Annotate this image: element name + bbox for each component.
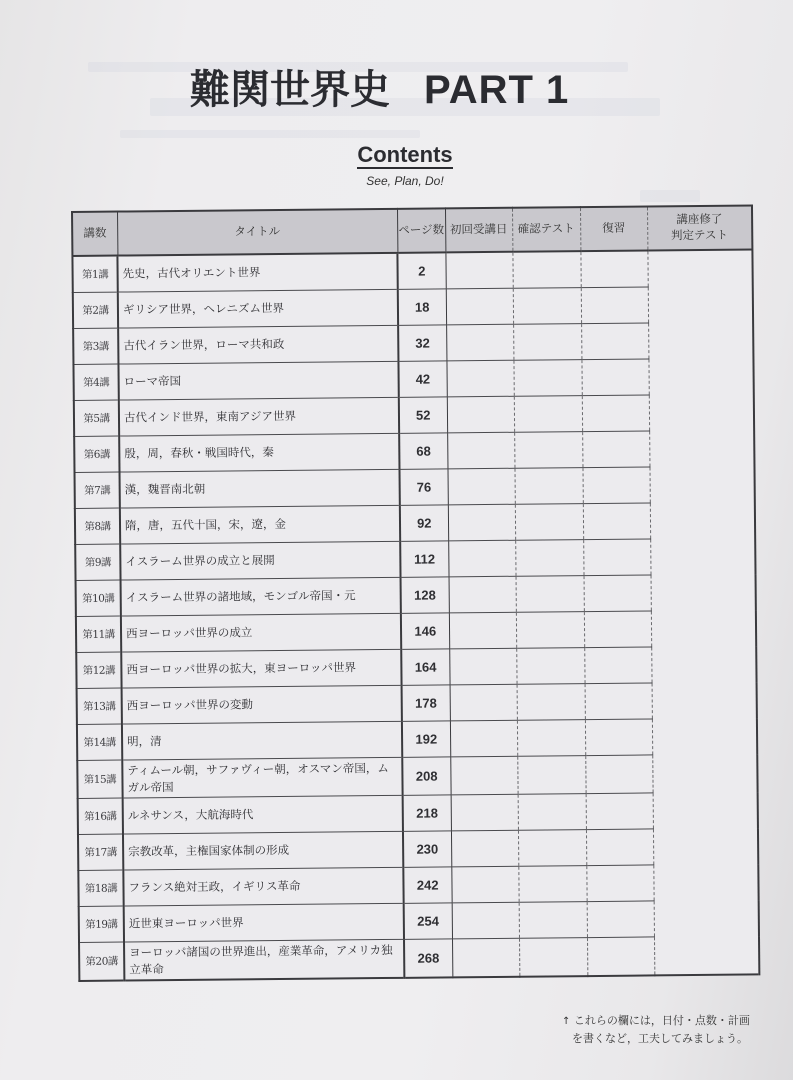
- page-number: 164: [401, 649, 449, 685]
- lecture-title: イスラーム世界の成立と展開: [120, 541, 400, 580]
- check-test-cell[interactable]: [516, 612, 584, 649]
- first-attendance-cell[interactable]: [449, 576, 516, 613]
- page-number: 268: [404, 939, 452, 978]
- lecture-title: 殷，周，春秋・戦国時代，秦: [119, 433, 399, 472]
- lecture-number: 第16講: [78, 798, 123, 834]
- lecture-number: 第15講: [77, 760, 122, 798]
- first-attendance-cell[interactable]: [446, 360, 513, 397]
- first-attendance-cell[interactable]: [448, 540, 515, 577]
- first-attendance-cell[interactable]: [451, 866, 518, 903]
- lecture-title: 西ヨーロッパ世界の拡大，東ヨーロッパ世界: [121, 649, 401, 688]
- lecture-number: 第4講: [73, 364, 118, 400]
- check-test-cell[interactable]: [513, 324, 581, 361]
- lecture-title: 先史，古代オリエント世界: [117, 253, 397, 292]
- review-cell[interactable]: [581, 323, 648, 360]
- review-cell[interactable]: [582, 395, 649, 432]
- check-test-cell[interactable]: [518, 866, 586, 903]
- page-number: 146: [401, 613, 449, 649]
- page-number: 128: [401, 577, 449, 613]
- lecture-number: 第6講: [74, 436, 119, 472]
- check-test-cell[interactable]: [516, 576, 584, 613]
- lecture-title: 明，清: [122, 721, 402, 760]
- book-title-part: PART 1: [424, 68, 570, 112]
- lecture-title: ギリシア世界，ヘレニズム世界: [118, 289, 398, 328]
- review-cell[interactable]: [582, 467, 649, 504]
- first-attendance-cell[interactable]: [450, 684, 517, 721]
- lecture-title: 西ヨーロッパ世界の成立: [121, 613, 401, 652]
- bleed-through-shadow: [640, 190, 700, 202]
- final-test-line2: 判定テスト: [670, 227, 729, 243]
- lecture-number: 第2講: [73, 292, 118, 328]
- lecture-number: 第13講: [77, 688, 122, 724]
- final-test-cell[interactable]: [647, 249, 759, 975]
- page-number: 18: [398, 289, 446, 325]
- first-attendance-cell[interactable]: [447, 432, 514, 469]
- review-cell[interactable]: [581, 287, 648, 324]
- first-attendance-cell[interactable]: [451, 830, 518, 867]
- contents-label: Contents: [357, 142, 453, 167]
- up-arrow-icon: ↑: [562, 1016, 571, 1027]
- col-header-first-attendance: 初回受講日: [445, 208, 512, 253]
- col-header-pages: ページ数: [397, 208, 445, 252]
- lecture-number: 第19講: [79, 906, 124, 942]
- col-header-lecture-no: 講数: [72, 212, 117, 256]
- page-number: 208: [402, 757, 450, 795]
- first-attendance-cell[interactable]: [446, 324, 513, 361]
- table-row: [72, 249, 752, 292]
- lecture-number: 第10講: [76, 580, 121, 616]
- contents-table-wrapper: [71, 204, 769, 1031]
- lecture-title: フランス絶対王政，イギリス革命: [123, 867, 403, 906]
- lecture-title: ルネサンス，大航海時代: [123, 795, 403, 834]
- page-number: 76: [399, 469, 447, 505]
- page-number: 242: [403, 867, 451, 903]
- lecture-number: 第20講: [79, 942, 124, 981]
- lecture-title: 宗教改革，主権国家体制の形成: [123, 831, 403, 870]
- review-cell[interactable]: [584, 575, 651, 612]
- review-cell[interactable]: [580, 250, 647, 287]
- lecture-title: ヨーロッパ諸国の世界進出，産業革命，アメリカ独立革命: [124, 939, 404, 980]
- table-body: [72, 249, 759, 980]
- contents-subtitle: See, Plan, Do!: [366, 174, 444, 188]
- final-test-line1: 講座修了: [676, 212, 723, 227]
- table-header-row: [72, 205, 752, 256]
- page-number: 92: [400, 505, 448, 541]
- first-attendance-cell[interactable]: [451, 794, 518, 831]
- lecture-number: 第12講: [76, 652, 121, 688]
- check-test-cell[interactable]: [517, 756, 585, 795]
- lecture-title: 漢，魏晋南北朝: [120, 469, 400, 508]
- lecture-title: 西ヨーロッパ世界の変動: [122, 685, 402, 724]
- first-attendance-cell[interactable]: [450, 756, 517, 795]
- check-test-cell[interactable]: [512, 251, 580, 288]
- lecture-title: イスラーム世界の諸地域，モンゴル帝国・元: [121, 577, 401, 616]
- lecture-number: 第11講: [76, 616, 121, 652]
- lecture-number: 第8講: [75, 508, 120, 544]
- review-cell[interactable]: [582, 431, 649, 468]
- check-test-cell[interactable]: [515, 540, 583, 577]
- page-number: 52: [399, 397, 447, 433]
- footnote-line2: を書くなど，工夫してみましょう。: [572, 1032, 748, 1045]
- col-header-check-test: 確認テスト: [512, 207, 580, 252]
- lecture-title: 古代イラン世界，ローマ共和政: [118, 325, 398, 364]
- check-test-cell[interactable]: [518, 794, 586, 831]
- first-attendance-cell[interactable]: [447, 396, 514, 433]
- first-attendance-cell[interactable]: [450, 720, 517, 757]
- lecture-title: ティムール朝，サファヴィー朝，オスマン帝国，ムガル帝国: [122, 757, 402, 798]
- check-test-cell[interactable]: [513, 360, 581, 397]
- first-attendance-cell[interactable]: [448, 504, 515, 541]
- first-attendance-cell[interactable]: [446, 288, 513, 325]
- review-cell[interactable]: [586, 865, 653, 902]
- footnote-line1: [562, 1012, 750, 1030]
- first-attendance-cell[interactable]: [449, 648, 516, 685]
- footnote-text-1: これらの欄には，日付・点数・計画: [573, 1014, 750, 1027]
- lecture-title: 近世東ヨーロッパ世界: [124, 903, 404, 942]
- bleed-through-shadow: [120, 130, 420, 138]
- review-cell[interactable]: [583, 503, 650, 540]
- review-cell[interactable]: [584, 611, 651, 648]
- review-cell[interactable]: [585, 719, 652, 756]
- review-cell[interactable]: [583, 539, 650, 576]
- lecture-number: 第17講: [78, 834, 123, 870]
- check-test-cell[interactable]: [519, 938, 587, 977]
- contents-table: [71, 204, 760, 982]
- page-number: 254: [404, 903, 452, 939]
- page-number: 192: [402, 721, 450, 757]
- first-attendance-cell[interactable]: [452, 938, 519, 977]
- page-number: 42: [398, 361, 446, 397]
- check-test-cell[interactable]: [515, 504, 583, 541]
- check-test-cell[interactable]: [516, 648, 584, 685]
- footnote: [562, 1012, 750, 1048]
- first-attendance-cell[interactable]: [449, 612, 516, 649]
- lecture-number: 第5講: [74, 400, 119, 436]
- page-number: 112: [400, 541, 448, 577]
- lecture-number: 第14講: [77, 724, 122, 760]
- check-test-cell[interactable]: [514, 432, 582, 469]
- lecture-number: 第1講: [72, 256, 117, 293]
- page-number: 230: [403, 831, 451, 867]
- lecture-title: 古代インド世界，東南アジア世界: [119, 397, 399, 436]
- check-test-cell[interactable]: [514, 468, 582, 505]
- page-number: 2: [397, 252, 445, 289]
- page-number: 218: [403, 795, 451, 831]
- lecture-number: 第18講: [78, 870, 123, 906]
- review-cell[interactable]: [586, 793, 653, 830]
- contents-heading: [0, 142, 793, 168]
- review-cell[interactable]: [585, 755, 652, 794]
- check-test-cell[interactable]: [514, 396, 582, 433]
- check-test-cell[interactable]: [513, 288, 581, 325]
- lecture-title: ローマ帝国: [118, 361, 398, 400]
- lecture-title: 隋，唐，五代十国，宋，遼，金: [120, 505, 400, 544]
- page-number: 68: [399, 433, 447, 469]
- lecture-number: 第9講: [75, 544, 120, 580]
- page-number: 32: [398, 325, 446, 361]
- review-cell[interactable]: [586, 829, 653, 866]
- col-header-final-test: [647, 205, 752, 250]
- check-test-cell[interactable]: [517, 684, 585, 721]
- check-test-cell[interactable]: [517, 720, 585, 757]
- book-title: [190, 58, 620, 115]
- first-attendance-cell[interactable]: [445, 252, 512, 289]
- lecture-number: 第3講: [73, 328, 118, 364]
- first-attendance-cell[interactable]: [452, 902, 519, 939]
- review-cell[interactable]: [587, 901, 654, 938]
- page-number: 178: [402, 685, 450, 721]
- check-test-cell[interactable]: [518, 830, 586, 867]
- col-header-review: 復習: [580, 206, 647, 251]
- review-cell[interactable]: [581, 359, 648, 396]
- review-cell[interactable]: [585, 683, 652, 720]
- first-attendance-cell[interactable]: [447, 468, 514, 505]
- col-header-title: タイトル: [117, 209, 397, 256]
- check-test-cell[interactable]: [519, 902, 587, 939]
- review-cell[interactable]: [587, 937, 654, 976]
- review-cell[interactable]: [584, 647, 651, 684]
- book-title-jp: 難関世界史: [190, 68, 390, 112]
- lecture-number: 第7講: [75, 472, 120, 508]
